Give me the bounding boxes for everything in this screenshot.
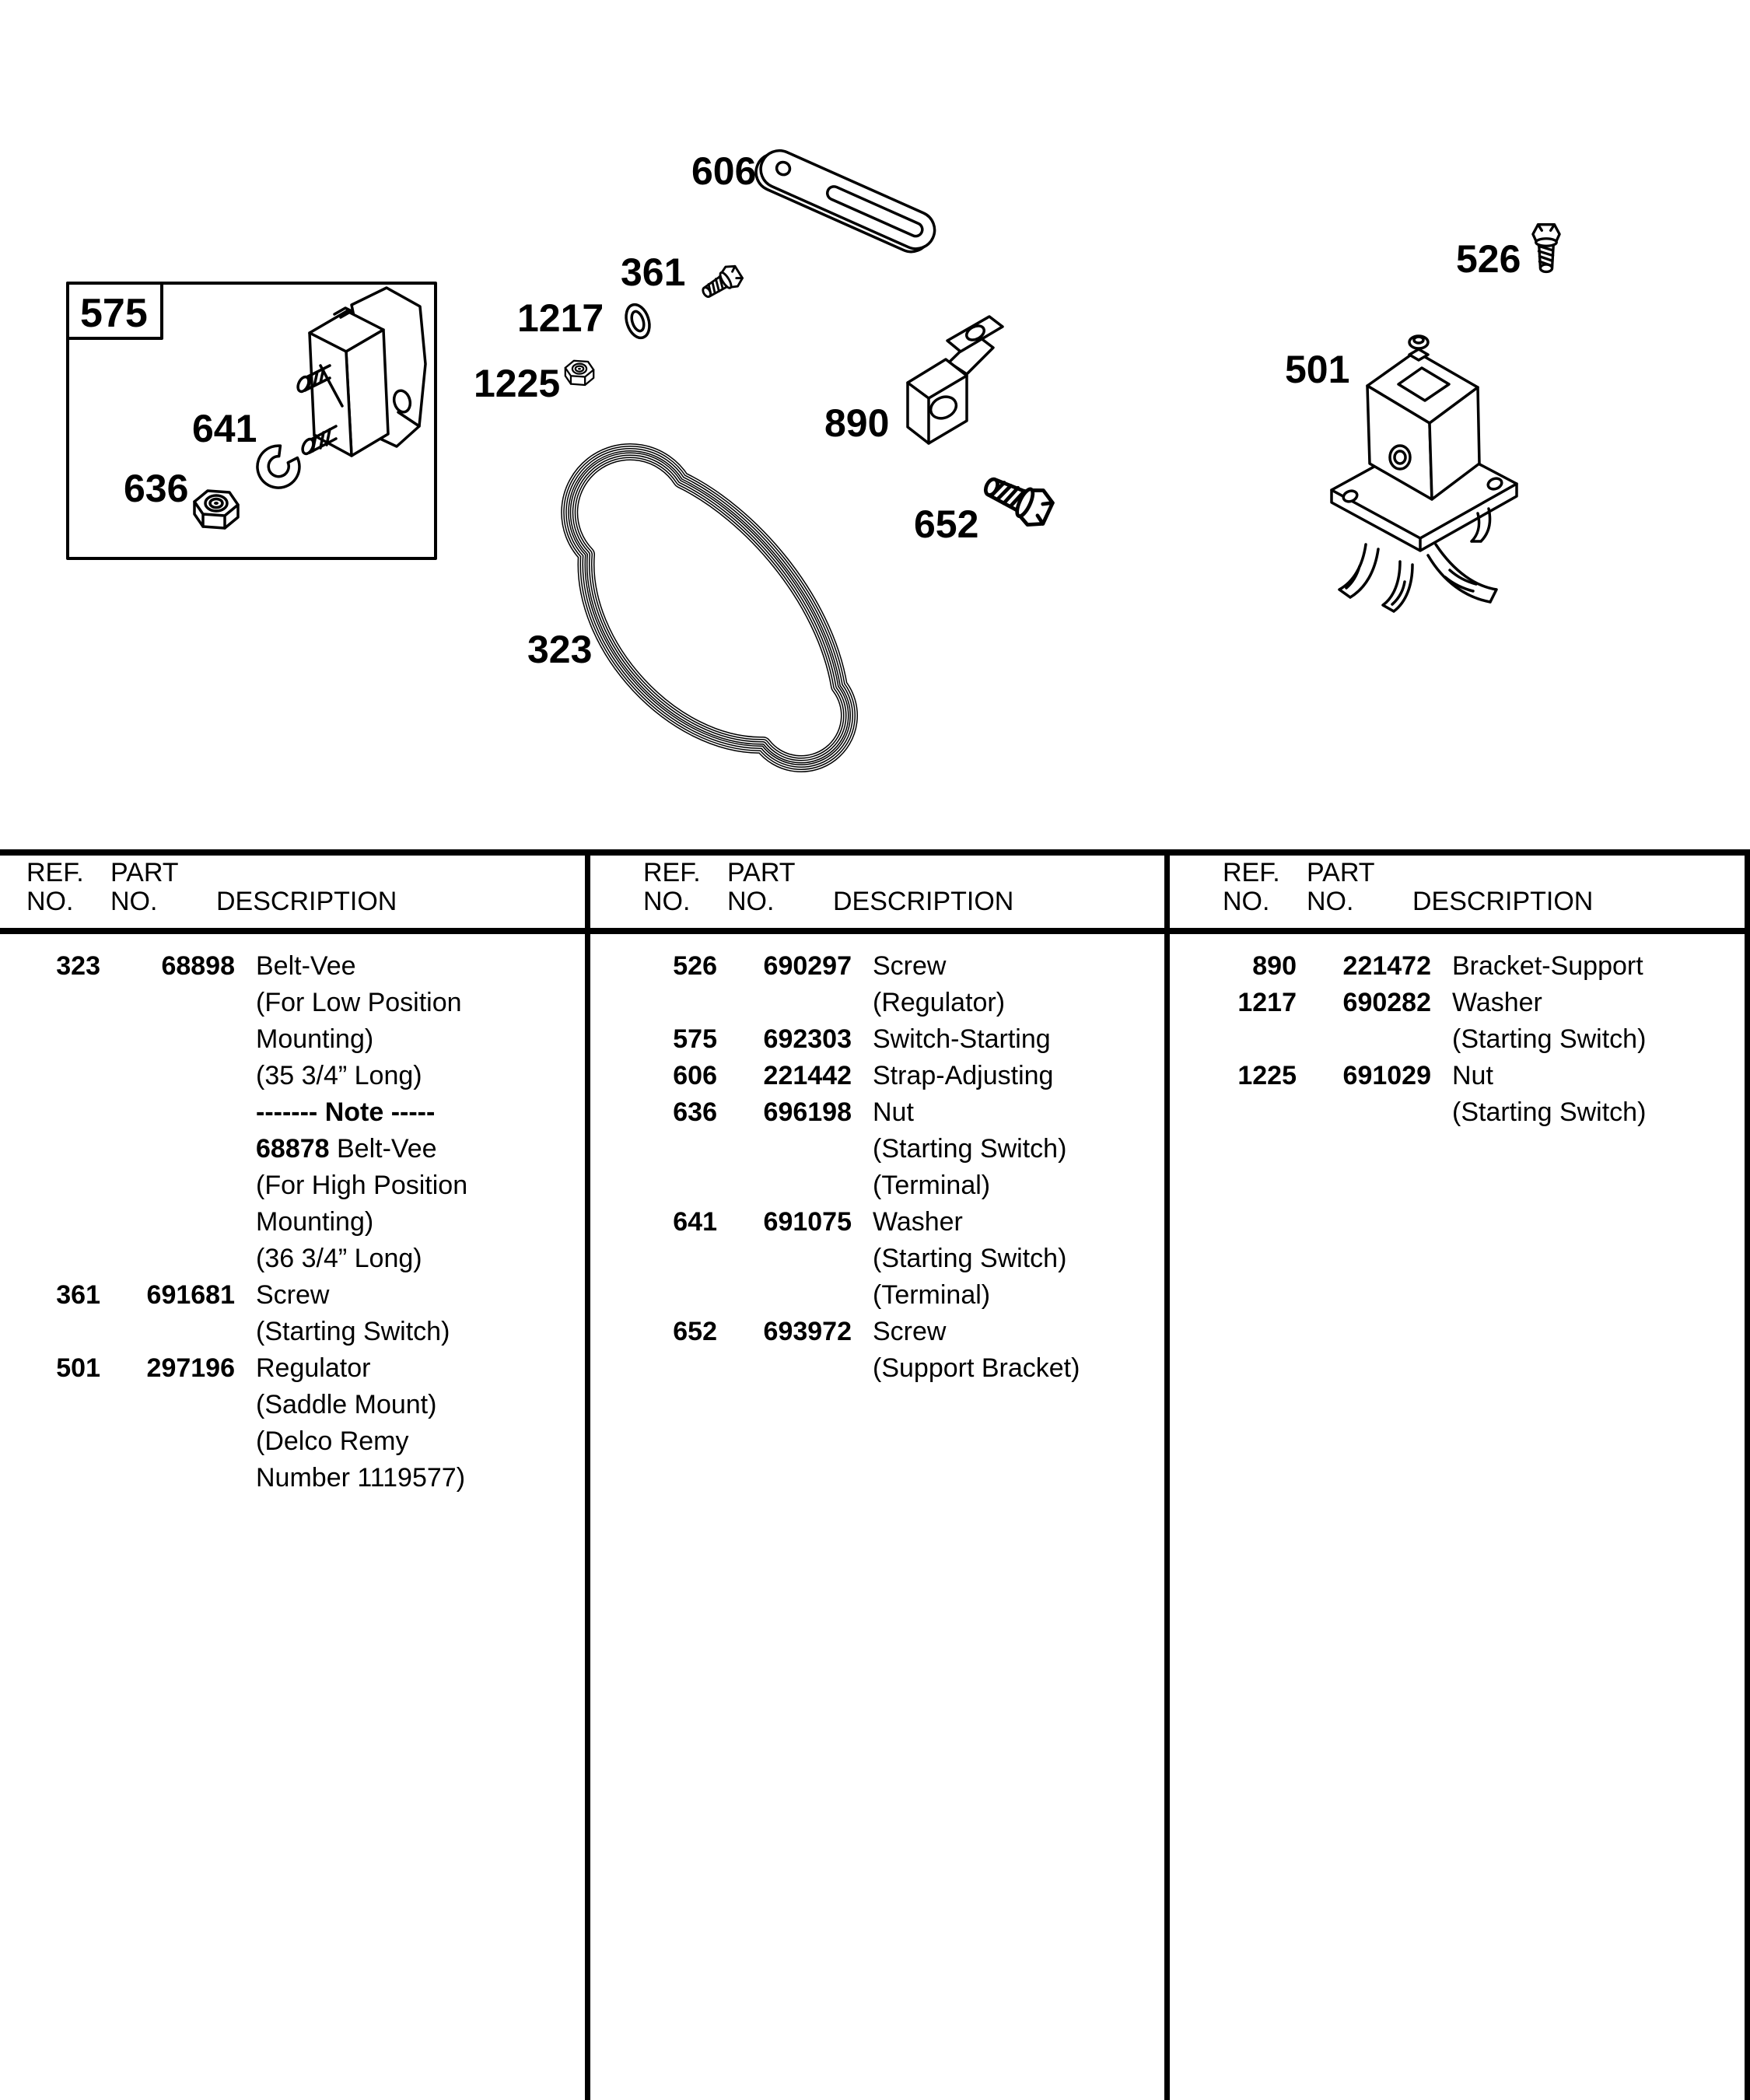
label-526: 526 bbox=[1456, 237, 1521, 281]
description-cell: (Starting Switch) bbox=[873, 1244, 1067, 1273]
part-no-cell: 693972 bbox=[763, 1317, 852, 1346]
header-ref-no: NO. bbox=[26, 887, 74, 916]
table-header bbox=[26, 859, 611, 916]
label-1217: 1217 bbox=[517, 296, 604, 340]
ref-no-cell bbox=[26, 1094, 100, 1131]
description-cell: Screw bbox=[873, 951, 947, 981]
part-no-cell: 297196 bbox=[146, 1353, 235, 1383]
description-cell: Number 1119577) bbox=[256, 1463, 466, 1493]
description-cell: Belt-Vee bbox=[256, 951, 356, 981]
terminal-nut-drawing bbox=[194, 491, 238, 528]
parts-table-column-3 bbox=[1170, 849, 1750, 2100]
ref-no-cell bbox=[643, 985, 717, 1021]
table-row bbox=[26, 1167, 611, 1204]
header-ref: REF. bbox=[1223, 858, 1280, 887]
table-row bbox=[643, 1277, 1217, 1314]
label-641: 641 bbox=[192, 407, 257, 450]
table-row bbox=[1223, 1094, 1750, 1131]
starting-switch-washer-drawing bbox=[622, 302, 653, 341]
table-row bbox=[643, 1167, 1217, 1204]
table-row bbox=[1223, 1058, 1750, 1094]
table-row-note bbox=[26, 1094, 611, 1131]
ref-no-cell bbox=[26, 1204, 100, 1241]
ref-no-cell bbox=[643, 1167, 717, 1204]
header-ref-no: NO. bbox=[1223, 887, 1270, 916]
table-row bbox=[26, 1423, 611, 1460]
header-part: PART bbox=[1307, 858, 1375, 887]
part-no-cell bbox=[100, 1094, 235, 1131]
label-361: 361 bbox=[621, 250, 686, 294]
header-part-no: NO. bbox=[727, 887, 775, 916]
ref-no-cell bbox=[643, 1131, 717, 1167]
part-no-cell bbox=[100, 1131, 235, 1167]
table-rows bbox=[26, 948, 611, 1496]
table-row bbox=[26, 1460, 611, 1496]
label-501: 501 bbox=[1285, 348, 1350, 391]
ref-no-cell bbox=[26, 1241, 100, 1277]
part-no-cell: 691075 bbox=[763, 1207, 852, 1237]
description-cell: (Terminal) bbox=[873, 1280, 991, 1310]
part-no-cell bbox=[100, 1387, 235, 1423]
part-no-cell: 690297 bbox=[763, 951, 852, 981]
part-no-cell: 68898 bbox=[161, 951, 235, 981]
ref-no-cell: 636 bbox=[673, 1097, 717, 1127]
table-header bbox=[643, 859, 1217, 916]
table-row bbox=[643, 1131, 1217, 1167]
part-no-cell bbox=[100, 985, 235, 1021]
part-no-cell bbox=[100, 1314, 235, 1350]
part-no-cell: 692303 bbox=[763, 1024, 852, 1054]
header-ref: REF. bbox=[643, 858, 701, 887]
part-no-cell bbox=[717, 1277, 852, 1314]
ref-no-cell bbox=[26, 1423, 100, 1460]
table-row bbox=[643, 1058, 1217, 1094]
description-cell: 68878 Belt-Vee bbox=[256, 1134, 437, 1164]
description-cell: (Starting Switch) bbox=[1452, 1097, 1647, 1127]
ref-no-cell bbox=[26, 1021, 100, 1058]
table-row bbox=[1223, 985, 1750, 1021]
label-652: 652 bbox=[914, 502, 979, 546]
label-890: 890 bbox=[824, 401, 890, 445]
description-cell: ------- Note ----- bbox=[256, 1097, 436, 1127]
ref-no-cell bbox=[26, 1314, 100, 1350]
starting-switch-nut-drawing bbox=[565, 361, 593, 385]
part-no-cell: 691029 bbox=[1342, 1061, 1431, 1090]
label-1225: 1225 bbox=[474, 362, 561, 405]
description-cell: (36 3/4” Long) bbox=[256, 1244, 422, 1273]
header-description: DESCRIPTION bbox=[833, 887, 1014, 916]
ref-no-cell bbox=[643, 1277, 717, 1314]
header-description: DESCRIPTION bbox=[216, 887, 397, 916]
table-row bbox=[643, 1094, 1217, 1131]
regulator-screw-drawing bbox=[1533, 225, 1559, 272]
part-no-cell bbox=[100, 1204, 235, 1241]
description-cell: (Saddle Mount) bbox=[256, 1390, 437, 1419]
adjusting-strap-drawing bbox=[750, 143, 940, 259]
ref-no-cell: 890 bbox=[1252, 951, 1297, 981]
part-no-cell bbox=[100, 1167, 235, 1204]
description-cell: (Regulator) bbox=[873, 988, 1006, 1017]
ref-no-cell bbox=[26, 1058, 100, 1094]
table-rows bbox=[1223, 948, 1750, 1131]
ref-no-cell bbox=[26, 985, 100, 1021]
ref-no-cell bbox=[26, 1167, 100, 1204]
description-cell: Mounting) bbox=[256, 1207, 374, 1237]
terminal-washer-drawing bbox=[254, 443, 303, 492]
table-row bbox=[26, 1204, 611, 1241]
header-part: PART bbox=[110, 858, 179, 887]
part-no-cell: 696198 bbox=[763, 1097, 852, 1127]
part-no-cell bbox=[100, 1423, 235, 1460]
label-606: 606 bbox=[691, 149, 757, 193]
ref-no-cell bbox=[643, 1350, 717, 1387]
part-no-cell bbox=[717, 985, 852, 1021]
part-no-cell bbox=[717, 1241, 852, 1277]
table-row bbox=[26, 1058, 611, 1094]
starting-switch-screw-drawing bbox=[698, 262, 744, 303]
header-part-no: NO. bbox=[1307, 887, 1354, 916]
description-cell: Nut bbox=[1452, 1061, 1493, 1090]
description-cell: (For High Position bbox=[256, 1171, 468, 1200]
ref-no-cell bbox=[643, 1241, 717, 1277]
description-cell: (Starting Switch) bbox=[1452, 1024, 1647, 1054]
table-header bbox=[1223, 859, 1750, 916]
table-row bbox=[643, 1204, 1217, 1241]
ref-no-cell: 526 bbox=[673, 951, 717, 981]
part-no-cell bbox=[1297, 1021, 1431, 1058]
part-no-cell bbox=[100, 1058, 235, 1094]
table-row bbox=[26, 1387, 611, 1423]
description-cell: (For Low Position bbox=[256, 988, 462, 1017]
table-row bbox=[643, 1021, 1217, 1058]
ref-no-cell bbox=[1223, 1021, 1297, 1058]
part-no-cell bbox=[100, 1021, 235, 1058]
ref-no-cell bbox=[1223, 1094, 1297, 1131]
description-cell: Switch-Starting bbox=[873, 1024, 1051, 1054]
ref-no-cell: 501 bbox=[56, 1353, 100, 1383]
header-ref-no: NO. bbox=[643, 887, 691, 916]
label-636: 636 bbox=[124, 467, 189, 510]
ref-no-cell: 1225 bbox=[1237, 1061, 1297, 1090]
description-cell: Washer bbox=[1452, 988, 1542, 1017]
part-no-cell bbox=[1297, 1094, 1431, 1131]
ref-no-cell: 1217 bbox=[1237, 988, 1297, 1017]
part-no-cell bbox=[717, 1131, 852, 1167]
table-rows bbox=[643, 948, 1217, 1387]
ref-no-cell: 323 bbox=[56, 951, 100, 981]
table-row bbox=[643, 1314, 1217, 1350]
table-row bbox=[1223, 1021, 1750, 1058]
support-bracket-drawing bbox=[908, 317, 1003, 443]
part-no-cell: 221472 bbox=[1342, 951, 1431, 981]
ref-no-cell: 641 bbox=[673, 1207, 717, 1237]
description-cell: (35 3/4” Long) bbox=[256, 1061, 422, 1090]
ref-no-cell bbox=[26, 1460, 100, 1496]
ref-no-cell: 606 bbox=[673, 1061, 717, 1090]
header-ref: REF. bbox=[26, 858, 84, 887]
description-cell: Screw bbox=[256, 1280, 330, 1310]
description-cell: Strap-Adjusting bbox=[873, 1061, 1054, 1090]
description-cell: Nut bbox=[873, 1097, 914, 1127]
v-belt-drawing bbox=[569, 452, 849, 764]
support-bracket-screw-drawing bbox=[979, 467, 1056, 530]
part-no-cell bbox=[100, 1241, 235, 1277]
table-row bbox=[26, 1241, 611, 1277]
description-cell: (Support Bracket) bbox=[873, 1353, 1080, 1383]
parts-table-column-1 bbox=[0, 849, 611, 2100]
description-cell: (Starting Switch) bbox=[256, 1317, 450, 1346]
description-cell: Bracket-Support bbox=[1452, 951, 1643, 981]
label-323: 323 bbox=[527, 628, 593, 671]
ref-no-cell: 361 bbox=[56, 1280, 100, 1310]
part-no-cell bbox=[100, 1460, 235, 1496]
table-row bbox=[26, 985, 611, 1021]
table-row bbox=[643, 985, 1217, 1021]
part-no-cell bbox=[717, 1350, 852, 1387]
header-description: DESCRIPTION bbox=[1412, 887, 1594, 916]
ref-no-cell bbox=[26, 1387, 100, 1423]
table-row bbox=[26, 1277, 611, 1314]
description-cell: (Starting Switch) bbox=[873, 1134, 1067, 1164]
ref-no-cell: 652 bbox=[673, 1317, 717, 1346]
starting-switch-drawing bbox=[296, 288, 425, 456]
ref-no-cell: 575 bbox=[673, 1024, 717, 1054]
parts-diagram bbox=[0, 0, 1750, 849]
table-row bbox=[643, 948, 1217, 985]
part-no-cell: 691681 bbox=[146, 1280, 235, 1310]
table-row bbox=[26, 1021, 611, 1058]
table-row bbox=[643, 1241, 1217, 1277]
part-no-cell: 221442 bbox=[763, 1061, 852, 1090]
table-row bbox=[26, 1314, 611, 1350]
description-cell: (Terminal) bbox=[873, 1171, 991, 1200]
table-row bbox=[26, 1131, 611, 1167]
regulator-drawing bbox=[1332, 336, 1517, 611]
table-row bbox=[26, 1350, 611, 1387]
part-no-cell bbox=[717, 1167, 852, 1204]
description-cell: Mounting) bbox=[256, 1024, 374, 1054]
ref-no-cell bbox=[26, 1131, 100, 1167]
description-cell: Regulator bbox=[256, 1353, 371, 1383]
header-part-no: NO. bbox=[110, 887, 158, 916]
table-row bbox=[26, 948, 611, 985]
parts-table-column-2 bbox=[590, 849, 1217, 2100]
description-cell: Screw bbox=[873, 1317, 947, 1346]
table-row bbox=[1223, 948, 1750, 985]
description-cell: (Delco Remy bbox=[256, 1426, 409, 1456]
part-no-cell: 690282 bbox=[1342, 988, 1431, 1017]
label-575: 575 bbox=[80, 291, 148, 336]
table-row bbox=[643, 1350, 1217, 1387]
description-cell: Washer bbox=[873, 1207, 963, 1237]
header-part: PART bbox=[727, 858, 796, 887]
